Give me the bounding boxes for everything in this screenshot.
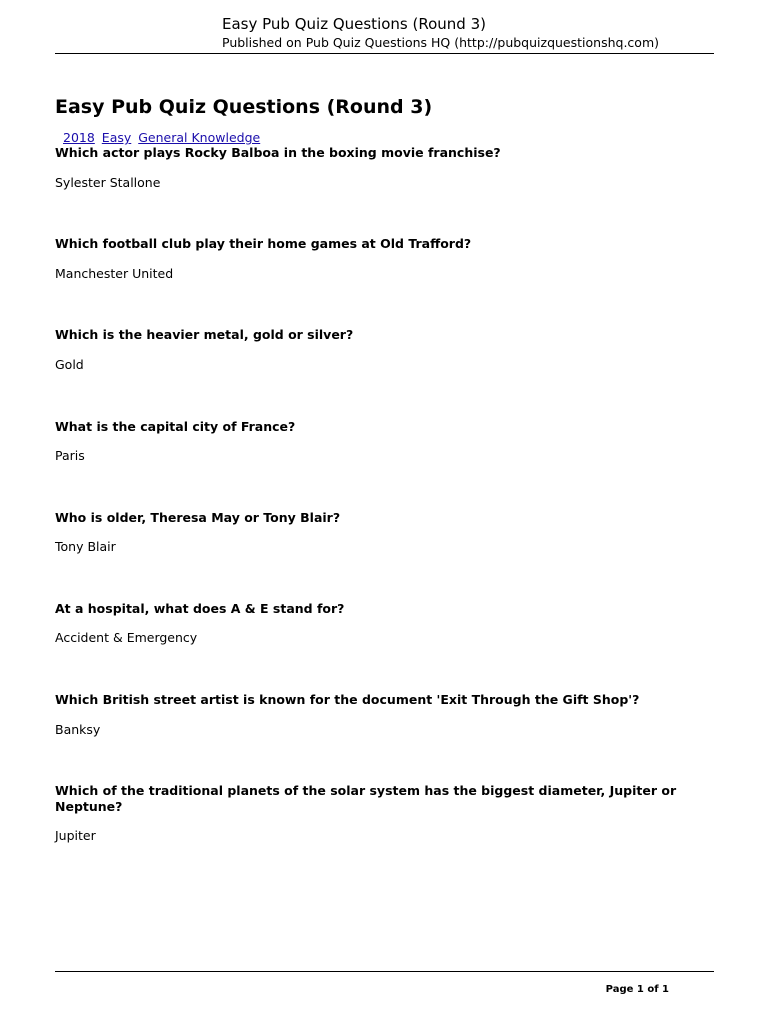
question-text: Which is the heavier metal, gold or silver? [55, 327, 354, 343]
answer-text: Banksy [55, 721, 101, 737]
question-text: Which of the traditional planets of the solar system has the biggest diameter, Jupiter or Neptune? [55, 783, 677, 814]
question-text: What is the capital city of France? [55, 418, 296, 434]
qa-item [55, 419, 723, 510]
question-text: Which football club play their home games at Old Trafford? [55, 236, 472, 252]
header-divider [55, 53, 714, 54]
qa-item [55, 327, 723, 418]
answer-text: Gold [55, 356, 84, 372]
answer-text: Paris [55, 448, 85, 464]
answer-text: Sylester Stallone [55, 174, 161, 190]
qa-item [55, 145, 723, 236]
answer-text: Tony Blair [55, 539, 116, 555]
published-line: Published on Pub Quiz Questions HQ (http://pubquizquestionshq.com) [222, 35, 659, 50]
qa-item [55, 510, 723, 601]
running-header-title: Easy Pub Quiz Questions (Round 3) [222, 15, 486, 33]
question-text: Who is older, Theresa May or Tony Blair? [55, 509, 341, 525]
answer-text: Manchester United [55, 265, 174, 281]
tag-link-2018[interactable]: 2018 [63, 130, 95, 145]
qa-item [55, 783, 723, 874]
tag-link-general-knowledge[interactable]: General Knowledge [138, 130, 261, 145]
tag-link-easy[interactable]: Easy [101, 130, 132, 145]
qa-item [55, 236, 723, 327]
answer-text: Jupiter [55, 828, 96, 844]
question-list [55, 145, 723, 875]
tag-list [63, 130, 263, 146]
qa-item [55, 601, 723, 692]
question-text: Which actor plays Rocky Balboa in the boxing movie franchise? [55, 145, 501, 160]
page-title: Easy Pub Quiz Questions (Round 3) [55, 96, 433, 118]
question-text: At a hospital, what does A & E stand for? [55, 600, 345, 616]
running-header [222, 14, 722, 51]
question-text: Which British street artist is known for the document 'Exit Through the Gift Shop'? [55, 692, 640, 708]
page-number: Page 1 of 1 [605, 984, 669, 995]
answer-text: Accident & Emergency [55, 630, 198, 646]
footer-divider [55, 971, 714, 972]
qa-item [55, 692, 723, 783]
